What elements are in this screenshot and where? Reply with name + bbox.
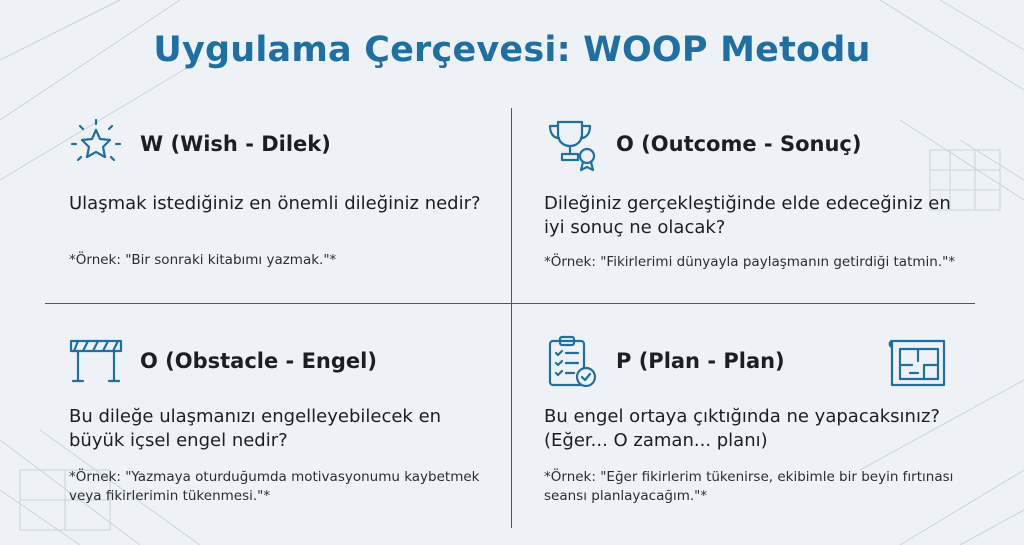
quadrant-question: Ulaşmak istediğiniz en önemli dileğiniz nedir? bbox=[69, 193, 481, 214]
quadrant-question: Bu engel ortaya çıktığında ne yapacaksınız? (Eğer... O zaman... planı) bbox=[544, 406, 940, 451]
quadrant-heading: P (Plan - Plan) bbox=[616, 349, 785, 373]
quadrant-question: Dileğiniz gerçekleştiğinde elde edeceğiniz en iyi sonuç ne olacak? bbox=[544, 193, 951, 238]
quadrant-heading: O (Obstacle - Engel) bbox=[140, 349, 377, 373]
quadrant-example: *Örnek: "Eğer fikirlerim tükenirse, ekibimle bir beyin fırtınası seansı planlayacağım."* bbox=[544, 469, 954, 504]
quadrant-heading: W (Wish - Dilek) bbox=[140, 132, 331, 156]
quadrant-example: *Örnek: "Bir sonraki kitabımı yazmak."* bbox=[69, 252, 337, 268]
quadrant-question: Bu dileğe ulaşmanızı engelleyebilecek en büyük içsel engel nedir? bbox=[69, 406, 442, 451]
checklist-icon bbox=[544, 333, 600, 389]
quadrant-heading: O (Outcome - Sonuç) bbox=[616, 132, 862, 156]
quadrant-example: *Örnek: "Fikirlerimi dünyayla paylaşmanın getirdiği tatmin."* bbox=[544, 254, 956, 270]
vertical-divider bbox=[511, 108, 512, 528]
barrier-icon bbox=[68, 333, 124, 389]
star-icon bbox=[68, 116, 124, 172]
blueprint-icon bbox=[888, 337, 952, 389]
trophy-icon bbox=[544, 116, 600, 172]
quadrant-example: *Örnek: "Yazmaya oturduğumda motivasyonumu kaybetmek veya fikirlerimin tükenmesi."* bbox=[69, 469, 480, 504]
horizontal-divider bbox=[45, 303, 975, 304]
page-title: Uygulama Çerçevesi: WOOP Metodu bbox=[153, 30, 871, 70]
